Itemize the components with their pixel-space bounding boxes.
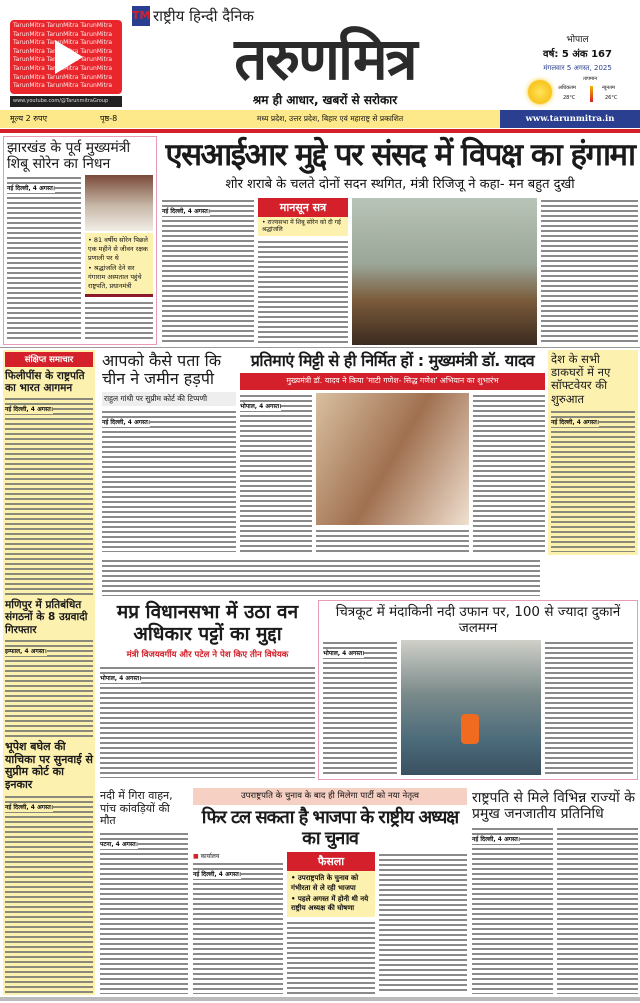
- story-yadav[interactable]: [240, 352, 545, 552]
- youtube-tile-text: TarunMitra TarunMitra TarunMitra TarunMitra TarunMitra TarunMitra TarunMitra TarunMitra TarunMitra TarunMitra TarunMitra TarunMitra TarunMitra TarunMitra TarunMitra TarunMitra TarunMitra TarunMitra TarunMitra TarunMitra TarunMitra TarunMitra TarunMitra TarunMitra: [13, 22, 113, 90]
- page-count: पृष्ठ-8: [100, 114, 118, 123]
- weather-max-label: अधिकतम: [558, 85, 576, 91]
- body-text: [316, 528, 469, 552]
- body-text: नई दिल्ली, 4 अगस्त।: [551, 409, 635, 552]
- body-text: [379, 852, 467, 994]
- china-headline: आपको कैसे पता कि चीन ने जमीन हड़पी: [102, 351, 222, 389]
- editions: मध्य प्रदेश, उत्तर प्रदेश, बिहार एवं महाराष्ट्र से प्रकाशित: [256, 114, 404, 123]
- assembly-subhead: मंत्री विजयवर्गीय और पटेल ने पेश किए तीन विधेयक: [126, 649, 289, 660]
- headline: चित्रकूट में मंदाकिनी नदी उफान पर, 100 से ज्यादा दुकानें जलमग्न: [335, 604, 621, 636]
- briefs-column: [3, 350, 95, 995]
- weather-max: 28°C: [563, 95, 576, 101]
- umbrella: [461, 714, 479, 744]
- story-assembly[interactable]: [100, 602, 315, 778]
- bullet: • राज्यसभा में शिबू सोरेन को दी गई श्रद्धांजलि: [262, 218, 341, 234]
- weather-label: तापमान: [583, 76, 598, 82]
- play-icon: [55, 40, 83, 74]
- assembly-headline: मप्र विधानसभा में उठा वन अधिकार पट्टों का मुद्दा: [116, 601, 299, 645]
- story-lead[interactable]: [162, 138, 638, 345]
- bullet: • उपराष्ट्रपति के चुनाव को गंभीरता से ले रही भाजपा: [291, 874, 359, 892]
- bullet: • श्रद्धांजलि देने सर गंगाराम अस्पताल पहुंचे राष्ट्रपति, प्रधानमंत्री: [88, 264, 142, 291]
- brief-headline-baghel[interactable]: भूपेश बघेल की याचिका पर सुनवाई से सुप्रीम कोर्ट का इनकार: [5, 740, 93, 792]
- lead-body: नई दिल्ली, 4 अगस्त।: [162, 198, 254, 345]
- monsoon-box: [258, 198, 348, 237]
- faisla-title: फैसला: [287, 852, 375, 871]
- river-headline: नदी में गिरा वाहन, पांच कांवड़ियों की मौत: [100, 789, 173, 828]
- bullet: • 81 वर्षीय सोरेन पिछले एक महीने से जीवन रक्षक प्रणाली पर थे: [88, 236, 148, 262]
- body-text: नई दिल्ली, 4 अगस्त।: [7, 175, 81, 341]
- body-text: भोपाल, 4 अगस्त।: [240, 393, 312, 552]
- headline: झारखंड के पूर्व मुख्यमंत्री शिबू सोरेन का निधन: [7, 140, 131, 173]
- yadav-banner: मुख्यमंत्री डॉ. यादव ने किया 'माटी गणेश- सिद्ध गणेश' अभियान का शुभारंभ: [240, 373, 545, 389]
- yadav-headline: प्रतिमाएं मिट्टी से ही निर्मित हों : मुख्यमंत्री डॉ. यादव: [250, 351, 535, 370]
- red-rule: [0, 129, 640, 133]
- body-text: [85, 300, 153, 341]
- bullet: • पहले अगस्त में होनी थी नये राष्ट्रीय अध्यक्ष की घोषणा: [291, 894, 369, 912]
- china-subhead: राहुल गांधी पर सुप्रीम कोर्ट की टिप्पणी: [102, 392, 236, 406]
- body-text: नई दिल्ली, 4 अगस्त।: [472, 826, 553, 994]
- story-chitrakoot[interactable]: [318, 600, 638, 780]
- bullet-icon: ■: [193, 853, 201, 861]
- issue-date: मंगलवार 5 अगस्त, 2025: [543, 64, 612, 72]
- kicker: राष्ट्रीय हिन्दी दैनिक: [153, 7, 254, 25]
- faisla-box: [287, 852, 375, 916]
- body-text: नई दिल्ली, 4 अगस्त।: [5, 794, 93, 993]
- story-tribal[interactable]: [472, 790, 638, 994]
- website-link[interactable]: www.tarunmitra.in: [500, 110, 640, 128]
- lead-headline: एसआईआर मुद्दे पर संसद में विपक्ष का हंगामा: [165, 137, 635, 173]
- parliament-photo: [352, 198, 537, 345]
- registration-marks: [0, 997, 640, 1001]
- body-text: इम्फाल, 4 अगस्त।: [5, 638, 93, 738]
- bjp-kicker: उपराष्ट्रपति के चुनाव के बाद ही मिलेगा पार्टी को नया नेतृत्व: [193, 788, 467, 805]
- lead-subhead: शोर शराबे के चलते दोनों सदन स्थगित, मंत्री रिजिजू ने कहा- मन बहुत दुखी: [225, 176, 575, 192]
- story-bjp[interactable]: [193, 788, 467, 994]
- ganesh-photo: [316, 393, 469, 525]
- body-text: [557, 826, 638, 994]
- caption-box: [85, 233, 153, 297]
- bjp-headline: फिर टल सकता है भाजपा के राष्ट्रीय अध्यक्ष का चुनाव: [201, 807, 459, 849]
- story-soren[interactable]: [3, 136, 157, 345]
- flood-photo: [401, 640, 541, 775]
- body-text: भोपाल, 4 अगस्त।: [323, 640, 397, 775]
- story-post[interactable]: [548, 350, 638, 555]
- body-text: नई दिल्ली, 4 अगस्त।: [5, 396, 93, 595]
- weather-min: 26°C: [605, 95, 618, 101]
- divider: [0, 347, 640, 348]
- brief-headline-philippines[interactable]: फिलीपींस के राष्ट्रपति का भारत आगमन: [5, 370, 85, 395]
- byline: ■ कार्यालय: [193, 853, 220, 861]
- logo-mark: TM: [132, 6, 150, 26]
- body-text: [102, 558, 540, 596]
- lead-body: [541, 198, 638, 345]
- briefs-label: संक्षिप्त समाचार: [5, 352, 93, 367]
- body-text: पटना, 4 अगस्त।: [100, 831, 188, 994]
- youtube-promo[interactable]: [10, 20, 122, 94]
- monsoon-title: मानसून सत्र: [258, 198, 348, 217]
- issue-number: वर्ष: 5 अंक 167: [543, 49, 612, 60]
- city: भोपाल: [566, 35, 589, 45]
- body-text: भोपाल, 4 अगस्त।: [100, 665, 315, 778]
- brief-headline-manipur[interactable]: मणिपुर में प्रतिबंधित संगठनों के 8 उग्रवादी गिरफ्तार: [5, 599, 88, 636]
- body-text: [473, 393, 545, 552]
- body-text: [287, 920, 375, 994]
- story-river[interactable]: [100, 790, 188, 994]
- body-text: [545, 640, 633, 775]
- tagline: श्रम ही आधार, खबरों से सरोकार: [252, 93, 398, 107]
- soren-photo: [85, 175, 153, 231]
- body-text: नई दिल्ली, 4 अगस्त।: [193, 861, 283, 994]
- sun-icon: [528, 80, 552, 104]
- thermometer-icon: [590, 86, 593, 102]
- headline: देश के सभी डाकघरों में नए सॉफ्टवेयर की शुरुआत: [551, 352, 611, 406]
- story-china[interactable]: [102, 352, 236, 552]
- price: मूल्य 2 रुपए: [10, 114, 48, 123]
- lead-body: [258, 239, 348, 345]
- newspaper-title: तरुणमित्र: [234, 25, 416, 93]
- youtube-url[interactable]: www.youtube.com/@TarunmitraGroup: [10, 96, 122, 107]
- tribal-headline: राष्ट्रपति से मिले विभिन्न राज्यों के प्रमुख जनजातीय प्रतिनिधि: [472, 790, 636, 823]
- body-text: नई दिल्ली, 4 अगस्त।: [102, 409, 236, 552]
- weather-min-label: न्यूनतम: [602, 85, 615, 91]
